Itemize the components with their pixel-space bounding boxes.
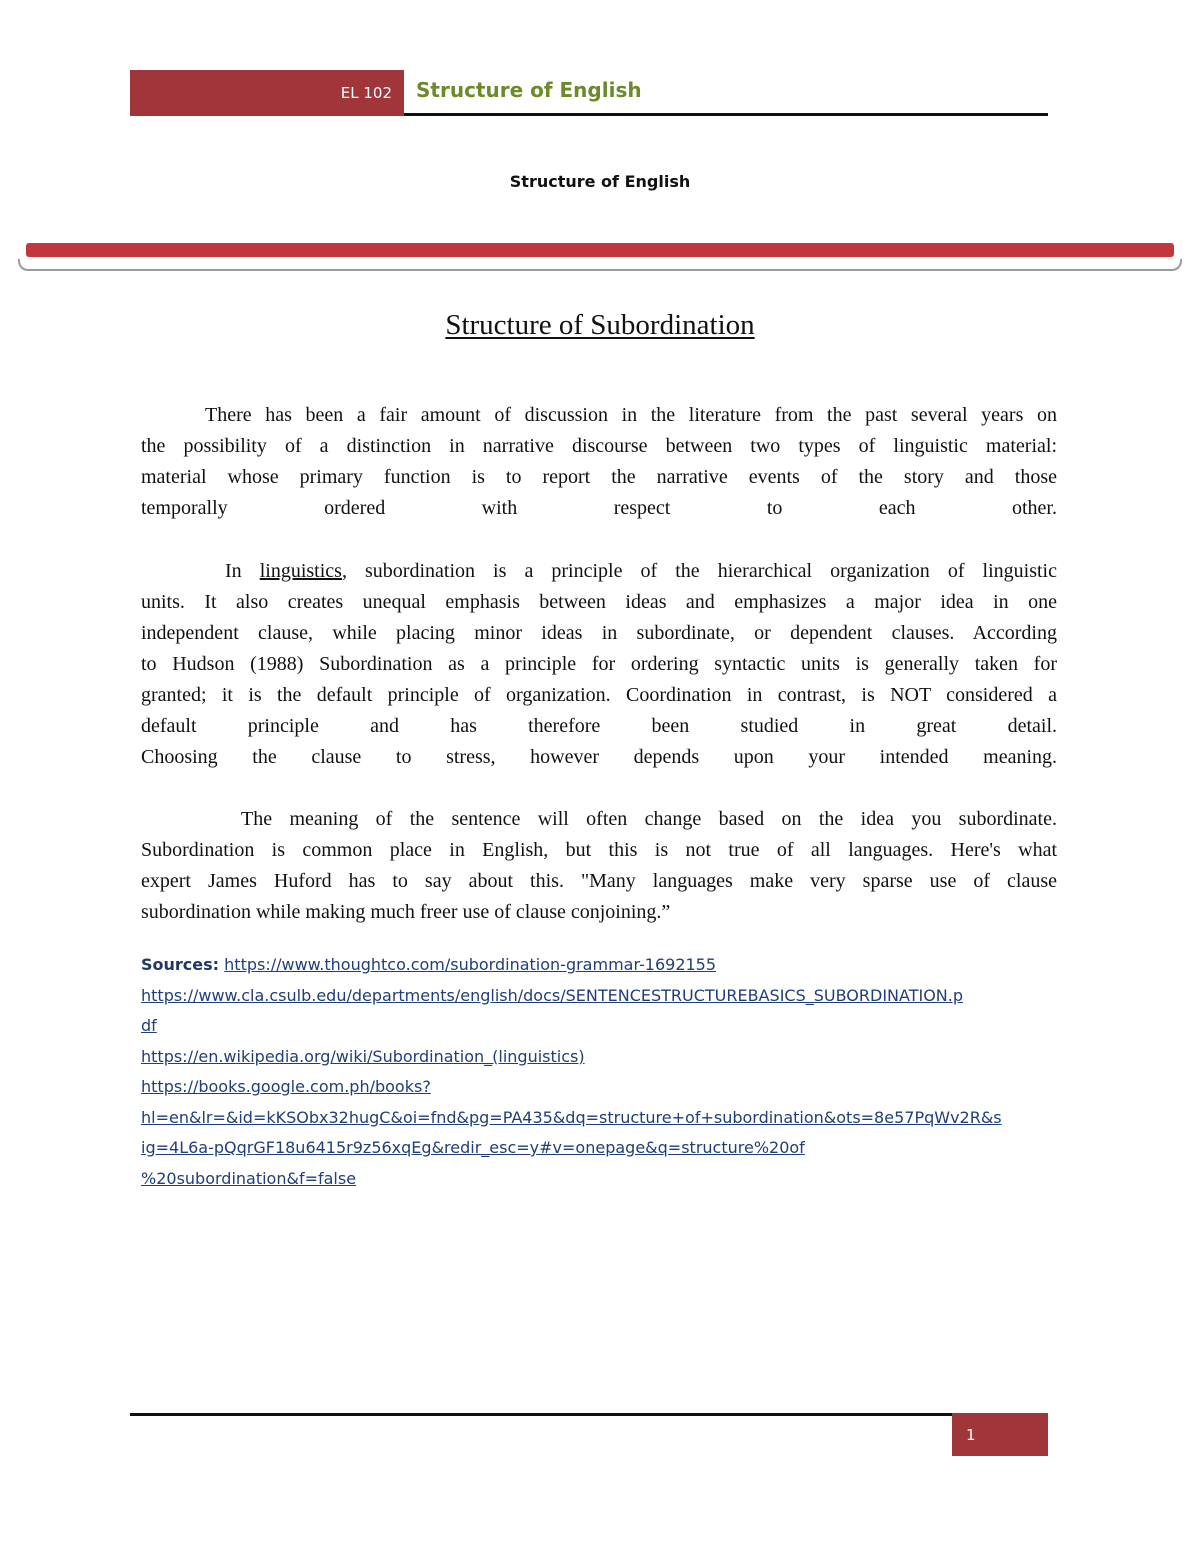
footer-rule <box>130 1413 952 1416</box>
paragraph-3 <box>141 804 1057 928</box>
source-link-thoughtco[interactable]: https://www.thoughtco.com/subordination-grammar-1692155 <box>224 955 717 974</box>
sources-row <box>141 950 1061 981</box>
sources-row <box>141 981 1061 1012</box>
header-rule <box>404 113 1048 116</box>
decorative-band-shadow <box>18 259 1182 271</box>
paragraph-line: expert James Huford has to say about this. "Many languages make very sparse use of clause <box>141 870 1057 892</box>
source-link-google-books-cont[interactable]: hl=en&lr=&id=kKSObx32hugC&oi=fnd&pg=PA435&dq=structure+of+subordination&ots=8e57PqWv2R&s <box>141 1107 1002 1127</box>
linguistics-link[interactable]: linguistics <box>259 560 342 582</box>
sources-row <box>141 1072 1061 1103</box>
paragraph-text: , subordination is a principle of the hierarchical organization of linguistic <box>341 560 1057 582</box>
paragraph-line: the possibility of a distinction in narrative discourse between two types of linguistic material: <box>141 435 1057 457</box>
paragraph-2 <box>141 556 1057 773</box>
source-link-google-books-cont[interactable]: %20subordination&f=false <box>141 1168 357 1188</box>
paragraph-line: There has been a fair amount of discussion in the literature from the past several years on <box>205 404 1057 426</box>
paragraph-1 <box>141 400 1057 524</box>
paragraph-line: Choosing the clause to stress, however depends upon your intended meaning. <box>141 746 1057 768</box>
source-link-google-books-cont[interactable]: ig=4L6a-pQqrGF18u6415r9z56xqEg&redir_esc=y#v=onepage&q=structure%20of <box>141 1138 805 1157</box>
paragraph-line: to Hudson (1988) Subordination as a principle for ordering syntactic units is generally taken for <box>141 653 1057 675</box>
page-title: Structure of Subordination <box>445 309 755 341</box>
paragraph-line: Subordination is common place in English, but this is not true of all languages. Here's what <box>141 839 1057 861</box>
source-link-csulb[interactable]: https://www.cla.csulb.edu/departments/english/docs/SENTENCESTRUCTUREBASICS_SUBORDINATION.p <box>141 985 964 1005</box>
source-link-wikipedia[interactable]: https://en.wikipedia.org/wiki/Subordination_(linguistics) <box>141 1046 585 1066</box>
paragraph-line: independent clause, while placing minor ideas in subordinate, or dependent clauses. According <box>141 622 1057 644</box>
sources-row <box>141 1133 1061 1164</box>
paragraph-line <box>141 556 1057 587</box>
decorative-band <box>26 243 1174 257</box>
document-subtitle: Structure of English <box>509 172 691 191</box>
paragraph-text: In <box>225 560 260 582</box>
header-course-badge <box>130 70 404 116</box>
paragraph-line: The meaning of the sentence will often change based on the idea you subordinate. <box>241 808 1057 830</box>
sources-label: Sources: <box>141 955 220 974</box>
sources-row <box>141 1011 1061 1042</box>
paragraph-line: material whose primary function is to report the narrative events of the story and those <box>141 466 1057 488</box>
paragraph-line: granted; it is the default principle of organization. Coordination in contrast, is NOT considered a <box>141 684 1057 706</box>
source-link-csulb-cont[interactable]: df <box>141 1016 157 1035</box>
paragraph-line: units. It also creates unequal emphasis between ideas and emphasizes a major idea in one <box>141 591 1057 613</box>
sources-row <box>141 1164 1061 1195</box>
page-number: 1 <box>966 1425 976 1444</box>
paragraph-line: subordination while making much freer use of clause conjoining.” <box>141 901 671 923</box>
source-link-google-books[interactable]: https://books.google.com.ph/books? <box>141 1077 431 1096</box>
sources-list <box>141 950 1061 1194</box>
course-code: EL 102 <box>340 84 392 102</box>
paragraph-line: default principle and has therefore been studied in great detail. <box>141 715 1057 737</box>
sources-row <box>141 1042 1061 1073</box>
paragraph-line: temporally ordered with respect to each other. <box>141 497 1057 519</box>
sources-row <box>141 1103 1061 1134</box>
footer-page-badge <box>952 1413 1048 1456</box>
header-course-title: Structure of English <box>416 78 642 102</box>
